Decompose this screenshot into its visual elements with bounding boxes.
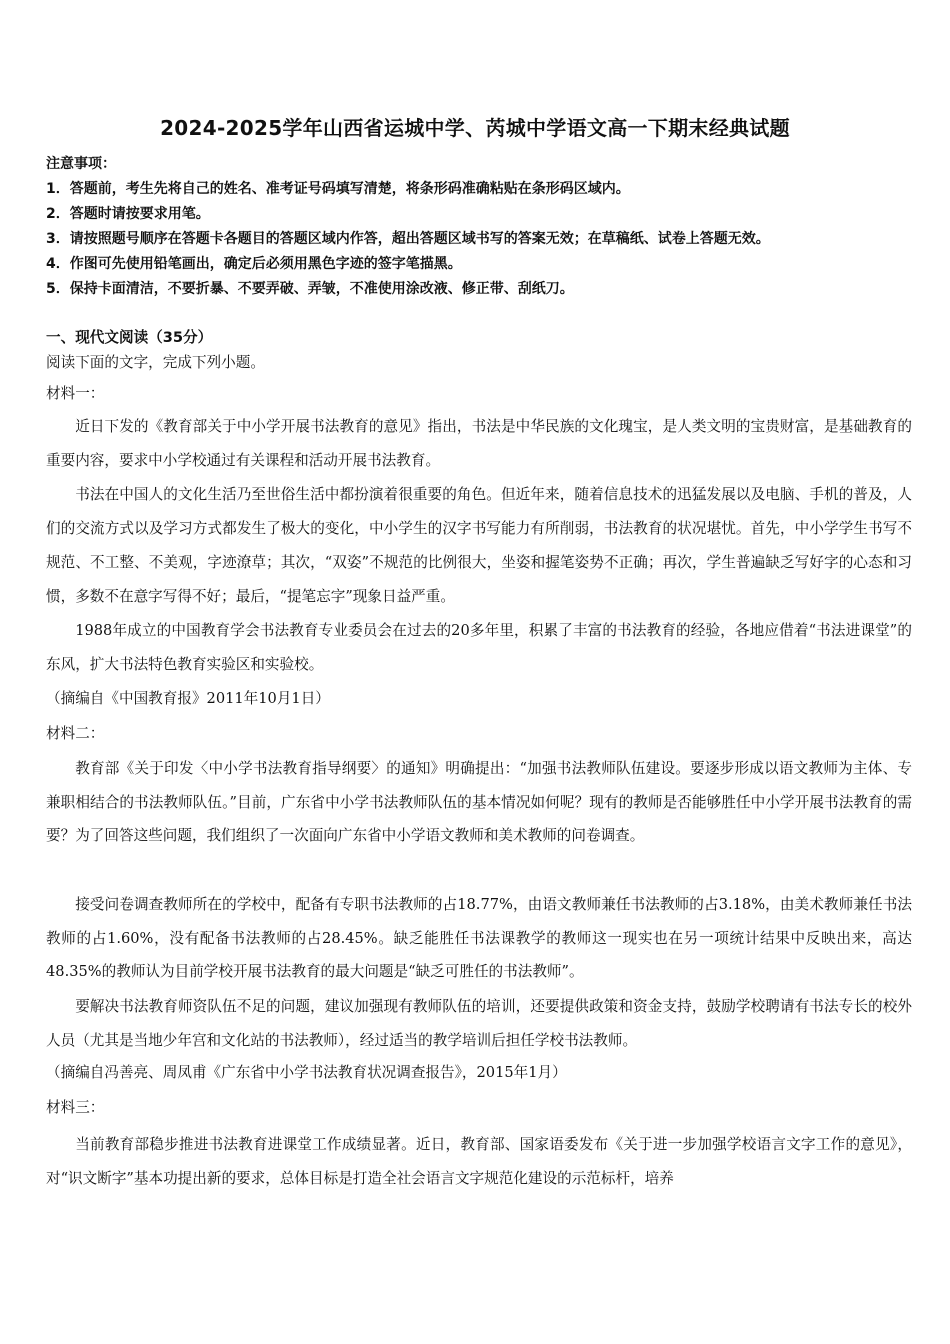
material-label: 材料三： — [46, 1099, 105, 1116]
reading-section — [46, 325, 912, 1196]
material-label: 材料一： — [46, 385, 105, 402]
paragraph: 教育部《关于印发〈中小学书法教育指导纲要〉的通知》明确提出：“加强书法教师队伍建设。要逐步形成以语文教师为主体、专兼职相结合的书法教师队伍。”目前，广东省中小学书法教师队伍的基本情况如何呢？现有的教师是否能够胜任中小学开展书法教育的需要？为了回答这些问题，我们组织了一次面向广东省中小学语文教师和美术教师的问卷调查。 — [46, 760, 912, 844]
paragraph: 当前教育部稳步推进书法教育进课堂工作成绩显著。近日，教育部、国家语委发布《关于进一步加强学校语言文字工作的意见》，对“识文断字”基本功提出新的要求，总体目标是打造全社会语言文字规范化建设的示范标杆，培养 — [46, 1136, 912, 1187]
paragraph: 要解决书法教育师资队伍不足的问题，建议加强现有教师队伍的培训，还要提供政策和资金支持，鼓励学校聘请有书法专长的校外人员（尤其是当地少年宫和文化站的书法教师），经过适当的教学培训后担任学校书法教师。 — [46, 998, 912, 1049]
material-label: 材料二： — [46, 725, 105, 742]
notice-block — [46, 152, 916, 302]
page-title: 2024-2025学年山西省运城中学、芮城中学语文高一下期末经典试题 — [160, 116, 790, 140]
source-citation: （摘编自冯善亮、周凤甫《广东省中小学书法教育状况调查报告》，2015年1月） — [46, 1064, 567, 1081]
notice-heading: 注意事项： — [46, 156, 116, 172]
notice-item: 5．保持卡面清洁，不要折暴、不要弄破、弄皱，不准使用涂改液、修正带、刮纸刀。 — [46, 281, 574, 297]
notice-item: 1．答题前，考生先将自己的姓名、准考证号码填写清楚，将条形码准确粘贴在条形码区域内。 — [46, 181, 630, 197]
notice-item: 2．答题时请按要求用笔。 — [46, 206, 210, 222]
paragraph: 接受问卷调查教师所在的学校中，配备有专职书法教师的占18.77%，由语文教师兼任书法教师的占3.18%，由美术教师兼任书法教师的占1.60%，没有配备书法教师的占28.45%。缺乏能胜任书法课教学的教师这一现实也在另一项统计结果中反映出来，高达48.35%的教师认为目前学校开展书法教育的最大问题是“缺乏可胜任的书法教师”。 — [46, 896, 912, 980]
section-instruction: 阅读下面的文字，完成下列小题。 — [46, 354, 265, 371]
paragraph: 近日下发的《教育部关于中小学开展书法教育的意见》指出，书法是中华民族的文化瑰宝，是人类文明的宝贵财富，是基础教育的重要内容，要求中小学校通过有关课程和活动开展书法教育。 — [46, 418, 912, 469]
source-citation: （摘编自《中国教育报》2011年10月1日） — [46, 690, 330, 707]
section-heading: 一、现代文阅读（35分） — [46, 329, 213, 346]
paragraph: 书法在中国人的文化生活乃至世俗生活中都扮演着很重要的角色。但近年来，随着信息技术的迅猛发展以及电脑、手机的普及，人们的交流方式以及学习方式都发生了极大的变化，中小学生的汉字书写能力有所削弱，书法教育的状况堪忧。首先，中小学学生书写不规范、不工整、不美观，字迹潦草；其次，“双姿”不规范的比例很大，坐姿和握笔姿势不正确；再次，学生普遍缺乏写好字的心态和习惯，多数不在意字写得不好；最后，“提笔忘字”现象日益严重。 — [46, 486, 912, 605]
paragraph: 1988年成立的中国教育学会书法教育专业委员会在过去的20多年里，积累了丰富的书法教育的经验，各地应借着“书法进课堂”的东风，扩大书法特色教育实验区和实验校。 — [46, 622, 912, 673]
notice-item: 4．作图可先使用铅笔画出，确定后必须用黑色字迹的签字笔描黑。 — [46, 256, 462, 272]
notice-item: 3．请按照题号顺序在答题卡各题目的答题区域内作答，超出答题区域书写的答案无效；在草稿纸、试卷上答题无效。 — [46, 231, 770, 247]
